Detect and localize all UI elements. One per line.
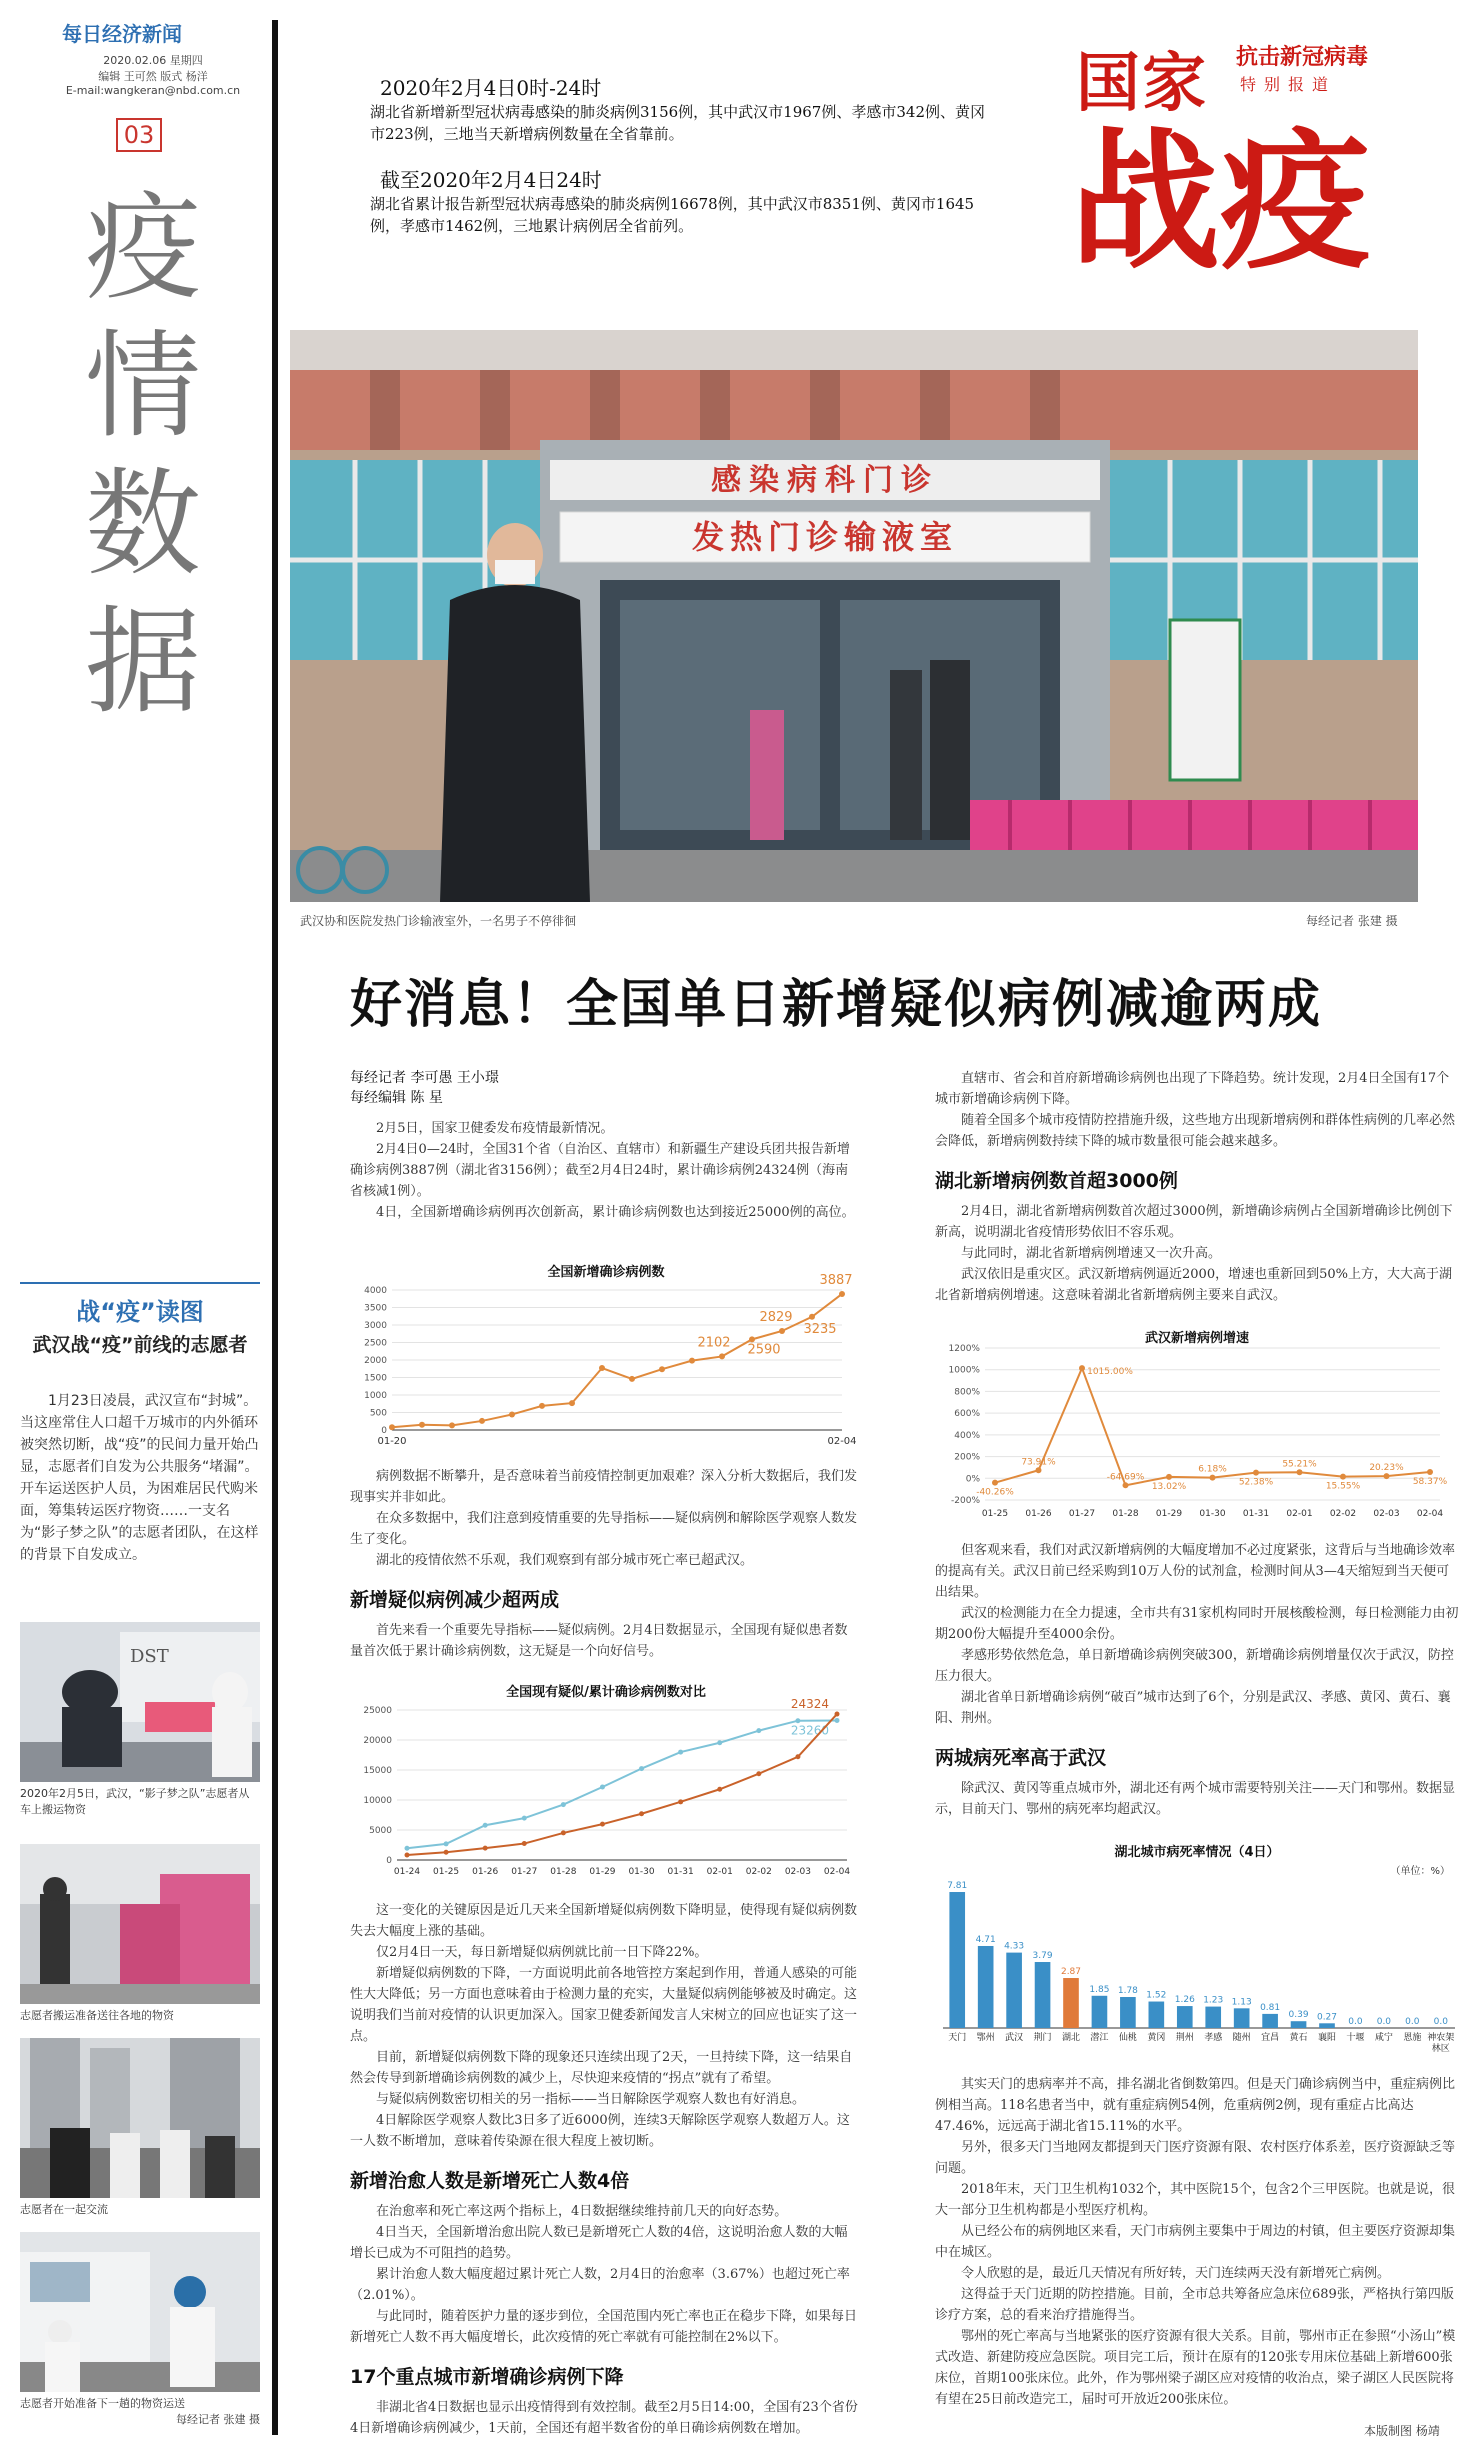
data-label: 55.21%	[1282, 1459, 1317, 1470]
x-tick-label: 01-26	[1025, 1509, 1052, 1519]
reading-body: 1月23日凌晨，武汉宣布“封城”。当这座常住人口超千万城市的内外循环被突然切断，战“疫”的民间力量开始凸显，志愿者们自发为公共服务“堵漏”。开车运送医护人员，为困难居民代购米面，筹集转运医疗物资……一支名为“影子梦之队”的志愿者团队，在这样的背景下自发成立。	[20, 1393, 259, 1563]
subheading-recovered: 新增治愈人数是新增死亡人数4倍	[350, 2170, 630, 2192]
subheading-key-cities: 17个重点城市新增确诊病例下降	[350, 2366, 624, 2388]
y-tick-label: 15000	[363, 1766, 392, 1776]
x-tick-label: 01-31	[667, 1867, 694, 1877]
x-tick-label: 02-03	[1373, 1509, 1400, 1519]
data-point	[795, 1754, 800, 1759]
bar-value-label: 4.71	[975, 1934, 996, 1945]
x-tick-label: 荆州	[1175, 2033, 1194, 2043]
column-right-bottom	[935, 2074, 1460, 2410]
x-tick-label: 宜昌	[1261, 2033, 1280, 2043]
data-point	[678, 1750, 683, 1755]
data-label: 1015.00%	[1087, 1367, 1133, 1378]
reading-subtitle: 武汉战“疫”前线的志愿者	[32, 1334, 248, 1356]
data-label: 58.37%	[1412, 1476, 1448, 1487]
x-tick-label: 随州	[1232, 2033, 1251, 2043]
data-label: 73.91%	[1021, 1457, 1056, 1468]
y-tick-label: 1500	[364, 1373, 387, 1384]
data-point	[569, 1400, 575, 1406]
body-paragraph: 与疑似病例数密切相关的另一指标——当日解除医学观察人数也有好消息。	[376, 2092, 806, 2107]
data-point	[1297, 1469, 1303, 1475]
body-paragraph: 与此同时，随着医护力量的逐步到位，全国范围内死亡率也正在稳步下降，如果每日新增死亡人数不再大幅度增长，此次疫情的死亡率就有可能控制在2%以下。	[350, 2309, 858, 2345]
summary-block-2	[370, 164, 990, 237]
data-point	[561, 1802, 566, 1807]
sign-infectious-clinic: 感染病科门诊	[711, 463, 939, 498]
body-paragraph: 孝感形势依然危急，单日新增确诊病例突破300，新增确诊病例增量仅次于武汉，防控压力很大。	[935, 1648, 1454, 1684]
summary-text-2: 湖北省累计报告新型冠状病毒感染的肺炎病例16678例，其中武汉市8351例、黄冈市1645例，孝感市1462例，三地累计病例居全省前列。	[370, 195, 975, 235]
byline-reporters: 每经记者 李可愚 王小璟	[350, 1070, 499, 1086]
body-paragraph: 除武汉、黄冈等重点城市外，湖北还有两个城市需要特别关注——天门和鄂州。数据显示，目前天门、鄂州的病死率均超武汉。	[935, 1781, 1456, 1817]
body-paragraph: 湖北的疫情依然不乐观，我们观察到有部分城市死亡率已超武汉。	[376, 1553, 754, 1568]
bar-value-label: 4.33	[1004, 1941, 1025, 1952]
reading-header: 战“疫”读图	[20, 1282, 260, 1327]
chart-title: 全国现有疑似/累计确诊病例数对比	[506, 1685, 706, 1700]
body-paragraph: 在治愈率和死亡率这两个指标上，4日数据继续维持前几天的向好态势。	[376, 2204, 788, 2219]
data-point	[1253, 1470, 1259, 1476]
x-tick-label: 荆门	[1033, 2033, 1052, 2043]
hero-photo-credit: 每经记者 张建 摄	[1306, 914, 1398, 928]
y-tick-label: 800%	[954, 1387, 980, 1398]
y-tick-label: 10000	[363, 1796, 392, 1806]
data-label: 20.23%	[1369, 1463, 1404, 1474]
volunteer-photo-4	[20, 2232, 260, 2392]
chart-title: 湖北城市病死率情况（4日）	[1114, 1845, 1280, 1860]
body-paragraph: 武汉依旧是重灾区。武汉新增病例逼近2000，增速也重新回到50%上方，大大高于湖北省新增病例增速。这意味着湖北省新增病例主要来自武汉。	[935, 1267, 1452, 1303]
x-tick-label: 黄石	[1289, 2033, 1308, 2043]
hero-photo	[290, 330, 1418, 902]
body-paragraph: 4日当天，全国新增治愈出院人数已是新增死亡人数的4倍，这说明治愈人数的大幅增长已成为不可阻挡的趋势。	[350, 2225, 848, 2261]
data-point	[1427, 1469, 1433, 1475]
body-paragraph: 湖北省单日新增确诊病例“破百”城市达到了6个，分别是武汉、孝感、黄冈、黄石、襄阳、荆州。	[935, 1690, 1451, 1726]
page-number: 03	[116, 118, 162, 152]
x-tick-label: 黄冈	[1147, 2033, 1166, 2043]
summary-block-1	[370, 72, 990, 145]
data-point	[717, 1740, 722, 1745]
data-point	[522, 1841, 527, 1846]
data-point	[756, 1728, 761, 1733]
y-tick-label: 5000	[369, 1826, 392, 1836]
x-tick-label: 咸宁	[1374, 2033, 1393, 2043]
masthead-tebie: 特别报道	[1240, 75, 1337, 94]
x-tick-label: 01-28	[1112, 1509, 1139, 1519]
x-tick-label: 鄂州	[976, 2033, 995, 2043]
column-left-mid	[350, 1466, 860, 1662]
data-point	[483, 1823, 488, 1828]
bar	[1205, 2007, 1221, 2028]
masthead-guojia: 国家	[1076, 47, 1208, 121]
bar-value-label: 1.52	[1146, 1990, 1167, 2001]
data-point	[678, 1799, 683, 1804]
bar-value-label: 0.0	[1376, 2017, 1392, 2027]
data-point	[659, 1366, 665, 1372]
data-point	[444, 1850, 449, 1855]
x-tick-label: 01-29	[1155, 1509, 1183, 1519]
data-point	[835, 1712, 840, 1717]
data-label: 2590	[747, 1342, 781, 1358]
data-point	[756, 1771, 761, 1776]
y-tick-label: 20000	[363, 1736, 392, 1746]
data-label: -64.69%	[1106, 1472, 1145, 1483]
body-paragraph: 2月4日，湖北省新增病例数首次超过3000例，新增确诊病例占全国新增确诊比例创下新高，说明湖北省疫情形势依旧不容乐观。	[935, 1204, 1453, 1240]
y-tick-label: 0%	[965, 1474, 980, 1485]
body-paragraph: 直辖市、省会和首府新增确诊病例也出现了下降趋势。统计发现，2月4日全国有17个城市新增确诊病例下降。	[935, 1071, 1450, 1107]
bar	[1092, 1996, 1108, 2028]
subheading-suspected: 新增疑似病例减少超两成	[350, 1589, 560, 1611]
data-point	[561, 1830, 566, 1835]
x-tick-label: 襄阳	[1317, 2033, 1337, 2043]
x-tick-label: 01-31	[1242, 1509, 1270, 1519]
volunteer-photo-1	[20, 1622, 260, 1782]
data-point	[1036, 1467, 1042, 1473]
data-point	[1340, 1474, 1346, 1480]
column-right-mid	[935, 1540, 1460, 1820]
bar-value-label: 2.87	[1060, 1967, 1082, 1978]
data-label: 6.18%	[1198, 1464, 1227, 1475]
x-tick-label: 01-28	[550, 1867, 577, 1877]
bar	[1319, 2023, 1335, 2028]
chart-hubei-fatality	[935, 1840, 1460, 2060]
data-label: 2829	[759, 1309, 793, 1325]
chart-title: 武汉新增病例增速	[1144, 1331, 1250, 1346]
data-point	[689, 1358, 695, 1364]
data-point	[509, 1411, 515, 1417]
bar-value-label: 1.23	[1203, 1995, 1224, 2006]
body-paragraph: 武汉的检测能力在全力提速，全市共有31家机构同时开展核酸检测，每日检测能力由初期200份大幅提升至4000余份。	[935, 1606, 1459, 1642]
bar-value-label: 0.0	[1433, 2017, 1448, 2027]
volunteer-caption-3: 志愿者在一起交流	[20, 2203, 108, 2216]
data-point	[1166, 1474, 1172, 1480]
x-tick-label: 潜江	[1090, 2033, 1109, 2043]
bar	[949, 1892, 965, 2028]
series-line	[407, 1714, 837, 1855]
vertical-rule	[272, 20, 278, 2435]
data-point	[639, 1811, 644, 1816]
main-headline: 好消息！全国单日新增疑似病例减逾两成	[350, 975, 1323, 1035]
chart-credit: 本版制图 杨靖	[1364, 2424, 1440, 2438]
data-point	[1123, 1482, 1129, 1488]
masthead-zhanyi: 战疫	[1070, 116, 1371, 290]
data-point	[483, 1846, 488, 1851]
data-point	[479, 1418, 485, 1424]
data-label: 52.38%	[1238, 1477, 1274, 1488]
bar	[1063, 1978, 1079, 2028]
y-tick-label: 200%	[954, 1452, 980, 1463]
y-tick-label: 4000	[364, 1286, 387, 1296]
volunteer-photo-2	[20, 1844, 260, 2004]
x-tick-label: 01-30	[628, 1867, 655, 1877]
editor-line: 编辑 王可然 版式 杨洋	[98, 70, 208, 83]
data-label: -40.26%	[976, 1487, 1014, 1498]
chart-suspected-vs-confirmed	[352, 1680, 860, 1890]
column-left-top	[350, 1068, 860, 1223]
y-tick-label: 3500	[364, 1303, 387, 1314]
bar-value-label: 0.81	[1260, 2002, 1281, 2013]
x-tick-label: 01-20	[377, 1436, 407, 1447]
sidebar-photo-credit: 每经记者 张建 摄	[176, 2413, 260, 2426]
body-paragraph: 但客观来看，我们对武汉新增病例的大幅度增加不必过度紧张，这背后与当地确诊效率的提高有关。武汉日前已经采购到10万人份的试剂盒，检测时间从3—4天缩短到当天便可出结果。	[935, 1543, 1456, 1600]
unit-note: （单位：%）	[1390, 1866, 1450, 1877]
data-point	[639, 1766, 644, 1771]
chart-wuhan-growth	[935, 1328, 1460, 1528]
body-paragraph: 随着全国多个城市疫情防控措施升级，这些地方出现新增病例和群体性病例的几率必然会降低，新增病例数持续下降的城市数量很可能会越来越多。	[935, 1113, 1456, 1149]
body-paragraph: 其实天门的患病率并不高，排名湖北省倒数第四。但是天门确诊病例当中，重症病例比例相当高。118名患者当中，就有重症病例54例，危重病例2例，现有重症占比高达47.46%，远远高于湖北省15.11%的水平。	[935, 2077, 1456, 2134]
data-label: 15.55%	[1325, 1481, 1361, 1492]
volunteer-caption-4: 志愿者开始准备下一趟的物资运送	[20, 2397, 185, 2410]
data-point	[405, 1846, 410, 1851]
email-line: E-mail:wangkeran@nbd.com.cn	[65, 84, 241, 97]
intro-paragraph: 4日，全国新增确诊病例再次创新高，累计确诊病例数也达到接近25000例的高位。	[376, 1205, 855, 1220]
y-tick-label: 0	[386, 1856, 392, 1866]
bar-value-label: 1.78	[1117, 1986, 1138, 1997]
x-tick-label: 01-25	[433, 1867, 460, 1877]
chart-title: 全国新增确诊病例数	[547, 1265, 665, 1280]
bar-value-label: 0.0	[1405, 2017, 1420, 2027]
x-tick-label: 02-01	[1286, 1509, 1313, 1519]
x-tick-label: 01-25	[981, 1509, 1009, 1519]
bar	[1006, 1953, 1022, 2028]
x-tick-label: 天门	[948, 2033, 967, 2043]
bar-value-label: 1.13	[1231, 1997, 1252, 2008]
newspaper-name: 每日经济新闻	[62, 22, 182, 46]
data-point	[444, 1841, 449, 1846]
data-point	[629, 1376, 635, 1382]
bar	[1120, 1997, 1136, 2028]
y-tick-label: 1000	[364, 1391, 387, 1401]
y-tick-label: -200%	[951, 1496, 980, 1506]
x-tick-label: 01-30	[1199, 1509, 1226, 1519]
data-point	[522, 1816, 527, 1821]
data-point	[1384, 1473, 1390, 1479]
data-point	[992, 1480, 998, 1486]
volunteer-caption-1: 2020年2月5日，武汉，“影子梦之队”志愿者从车上搬运物资	[20, 1787, 250, 1816]
y-tick-label: 400%	[954, 1430, 980, 1441]
y-tick-label: 600%	[954, 1409, 980, 1420]
body-paragraph: 在众多数据中，我们注意到疫情重要的先导指标——疑似病例和解除医学观察人数发生了变化。	[350, 1511, 858, 1547]
data-point	[1079, 1365, 1085, 1371]
y-tick-label: 2000	[364, 1356, 387, 1366]
body-paragraph: 令人欣慰的是，最近几天情况有所好转，天门连续两天没有新增死亡病例。	[961, 2266, 1391, 2281]
body-paragraph: 累计治愈人数大幅度超过累计死亡人数，2月4日的治愈率（3.67%）也超过死亡率（2.01%）。	[350, 2267, 850, 2303]
data-label: 3887	[819, 1272, 853, 1288]
data-point	[419, 1422, 425, 1428]
bar	[1262, 2014, 1278, 2028]
intro-paragraph: 2月5日，国家卫健委发布疫情最新情况。	[376, 1121, 614, 1136]
data-label: 2102	[697, 1335, 731, 1351]
volunteer-caption-2: 志愿者搬运准备送往各地的物资	[20, 2009, 174, 2022]
x-tick-label: 02-01	[706, 1867, 733, 1877]
bar	[1149, 2002, 1165, 2028]
x-tick-label: 01-29	[589, 1867, 616, 1877]
bar	[1234, 2008, 1250, 2028]
x-tick-label: 神农架	[1427, 2033, 1455, 2043]
body-paragraph: 首先来看一个重要先导指标——疑似病例。2月4日数据显示，全国现有疑似患者数量首次低于累计确诊病例数，这无疑是一个向好信号。	[350, 1623, 848, 1659]
data-point	[600, 1784, 605, 1789]
byline-editor: 每经编辑 陈 星	[350, 1090, 443, 1106]
body-paragraph: 仅2月4日一天，每日新增疑似病例就比前一日下降22%。	[376, 1945, 708, 1960]
data-point	[449, 1422, 455, 1428]
y-tick-label: 3000	[364, 1321, 387, 1331]
x-tick-label: 02-04	[823, 1867, 851, 1877]
column-right-top	[935, 1068, 1460, 1306]
x-tick-label: 02-04	[1416, 1509, 1444, 1519]
y-tick-label: 25000	[363, 1706, 392, 1716]
body-paragraph: 鄂州的死亡率高与当地紧张的医疗资源有很大关系。目前，鄂州市正在参照“小汤山”模式改造、新建防疫应急医院。项目完工后，预计在原有的120张专用床位基础上新增600张床位，首期100张床位。此外，作为鄂州梁子湖区应对疫情的收治点，梁子湖区人民医院将有望在25日前改造完工，届时可开放近200张床位。	[935, 2329, 1456, 2407]
body-paragraph: 4日解除医学观察人数比3日多了近6000例，连续3天解除医学观察人数超万人。这一人数不断增加，意味着传染源在很大程度上被切断。	[350, 2113, 850, 2149]
column-left-bottom	[350, 1900, 860, 2439]
data-point	[539, 1403, 545, 1409]
data-label: 13.02%	[1151, 1481, 1187, 1492]
x-tick-label: 仙桃	[1118, 2033, 1137, 2043]
masthead-kangji: 抗击新冠病毒	[1236, 45, 1369, 70]
x-tick-label: 02-02	[745, 1867, 772, 1877]
bar	[1291, 2021, 1307, 2028]
intro-paragraph: 2月4日0—24时，全国31个省（自治区、直辖市）和新疆生产建设兵团共报告新增确诊病例3887例（湖北省3156例）；截至2月4日24时，累计确诊病例24324例（海南省核减1例）。	[350, 1142, 850, 1199]
section-title: 疫情数据	[85, 181, 201, 730]
body-paragraph: 从已经公布的病例地区来看，天门市病例主要集中于周边的村镇，但主要医疗资源却集中在城区。	[935, 2224, 1456, 2260]
subheading-fatality: 两城病死率高于武汉	[935, 1747, 1107, 1769]
bar-value-label: 0.0	[1348, 2017, 1363, 2027]
body-paragraph: 这一变化的关键原因是近几天来全国新增疑似病例数下降明显，使得现有疑似病例数失去大幅度上涨的基础。	[350, 1903, 858, 1939]
x-tick-label: 01-27	[1068, 1509, 1096, 1519]
bar	[1035, 1962, 1051, 2028]
body-paragraph: 2018年末，天门卫生机构1032个，其中医院15个，包含2个三甲医院。也就是说，很大一部分卫生机构都是小型医疗机构。	[935, 2182, 1455, 2218]
x-tick-label: 恩施	[1403, 2033, 1422, 2043]
series-end-label: 24324	[790, 1697, 829, 1712]
summary-text-1: 湖北省新增新型冠状病毒感染的肺炎病例3156例，其中武汉市1967例、孝感市342例、黄冈市223例，三地当天新增病例数量在全省靠前。	[370, 103, 985, 143]
data-label: 3235	[803, 1321, 837, 1337]
chart-national-new-confirmed	[352, 1260, 860, 1460]
data-point	[600, 1822, 605, 1827]
bar	[978, 1946, 994, 2028]
x-tick-label: 01-24	[393, 1867, 421, 1877]
y-tick-label: 2500	[364, 1338, 387, 1349]
issue-date: 2020.02.06 星期四	[103, 54, 203, 67]
y-tick-label: 1200%	[948, 1344, 980, 1354]
x-tick-label: 02-02	[1329, 1509, 1357, 1519]
bar-value-label: 1.85	[1089, 1984, 1110, 1995]
summary-heading-2: 截至2020年2月4日24时	[380, 168, 602, 192]
bar-value-label: 3.79	[1032, 1951, 1053, 1962]
data-point	[779, 1328, 785, 1334]
body-paragraph: 目前，新增疑似病例数下降的现象还只连续出现了2天，一旦持续下降，这一结果自然会传导到新增确诊病例数的减少上，尽快迎来疫情的“拐点”就有了希望。	[350, 2050, 853, 2086]
data-point	[389, 1424, 395, 1430]
hero-caption: 武汉协和医院发热门诊输液室外，一名男子不停徘徊	[300, 914, 577, 928]
body-paragraph: 新增疑似病例数的下降，一方面说明此前各地管控方案起到作用，普通人感染的可能性大大降低；另一方面也意味着由于检测力量的充实，大量疑似病例能够被及时确定。这说明我们当前对疫情的认识更加深入。国家卫健委新闻发言人宋树立的回应也证实了这一点。	[350, 1966, 858, 2044]
x-tick-label: 林区	[1431, 2044, 1450, 2054]
body-paragraph: 与此同时，湖北省新增病例增速又一次升高。	[961, 1246, 1222, 1261]
bar-value-label: 0.39	[1288, 2010, 1309, 2021]
body-paragraph: 病例数据不断攀升，是否意味着当前疫情控制更加艰难？深入分析大数据后，我们发现事实并非如此。	[350, 1469, 858, 1505]
y-tick-label: 500	[369, 1408, 387, 1419]
y-tick-label: 1000%	[948, 1365, 980, 1376]
sidebar	[0, 0, 265, 2450]
body-paragraph: 这得益于天门近期的防控措施。目前，全市总共筹备应急床位689张，严格执行第四版诊疗方案，总的看来治疗措施得当。	[935, 2287, 1454, 2323]
summary-heading-1: 2020年2月4日0时-24时	[380, 76, 602, 100]
x-tick-label: 01-26	[472, 1867, 499, 1877]
data-point	[809, 1314, 815, 1320]
data-point	[835, 1718, 840, 1723]
x-tick-label: 02-04	[827, 1436, 857, 1447]
bar-value-label: 7.81	[947, 1881, 968, 1892]
volunteer-photo-3	[20, 2038, 260, 2198]
body-paragraph: 另外，很多天门当地网友都提到天门医疗资源有限、农村医疗体系差，医疗资源缺乏等问题。	[935, 2140, 1456, 2176]
svg-text:DST: DST	[130, 1646, 169, 1667]
y-tick-label: 0	[381, 1426, 387, 1436]
bar-value-label: 0.27	[1316, 2012, 1338, 2023]
data-point	[599, 1365, 605, 1371]
data-point	[719, 1353, 725, 1359]
body-paragraph: 非湖北省4日数据也显示出疫情得到有效控制。截至2月5日14:00，全国有23个省份4日新增确诊病例减少，1天前，全国还有超半数省份的单日确诊病例数在增加。	[350, 2400, 858, 2436]
x-tick-label: 十堰	[1346, 2033, 1365, 2043]
sign-fever-clinic: 发热门诊输液室	[691, 518, 959, 556]
x-tick-label: 湖北	[1061, 2033, 1081, 2043]
data-point	[717, 1787, 722, 1792]
x-tick-label: 武汉	[1005, 2033, 1024, 2043]
bar	[1177, 2006, 1193, 2028]
bar-value-label: 1.26	[1174, 1995, 1195, 2006]
series-end-label: 23260	[790, 1723, 829, 1738]
x-tick-label: 02-03	[784, 1867, 811, 1877]
data-point	[1210, 1475, 1216, 1481]
subheading-hubei: 湖北新增病例数首超3000例	[935, 1170, 1178, 1192]
data-point	[405, 1853, 410, 1858]
x-tick-label: 孝感	[1204, 2033, 1223, 2043]
x-tick-label: 01-27	[511, 1867, 538, 1877]
data-point	[839, 1291, 845, 1297]
